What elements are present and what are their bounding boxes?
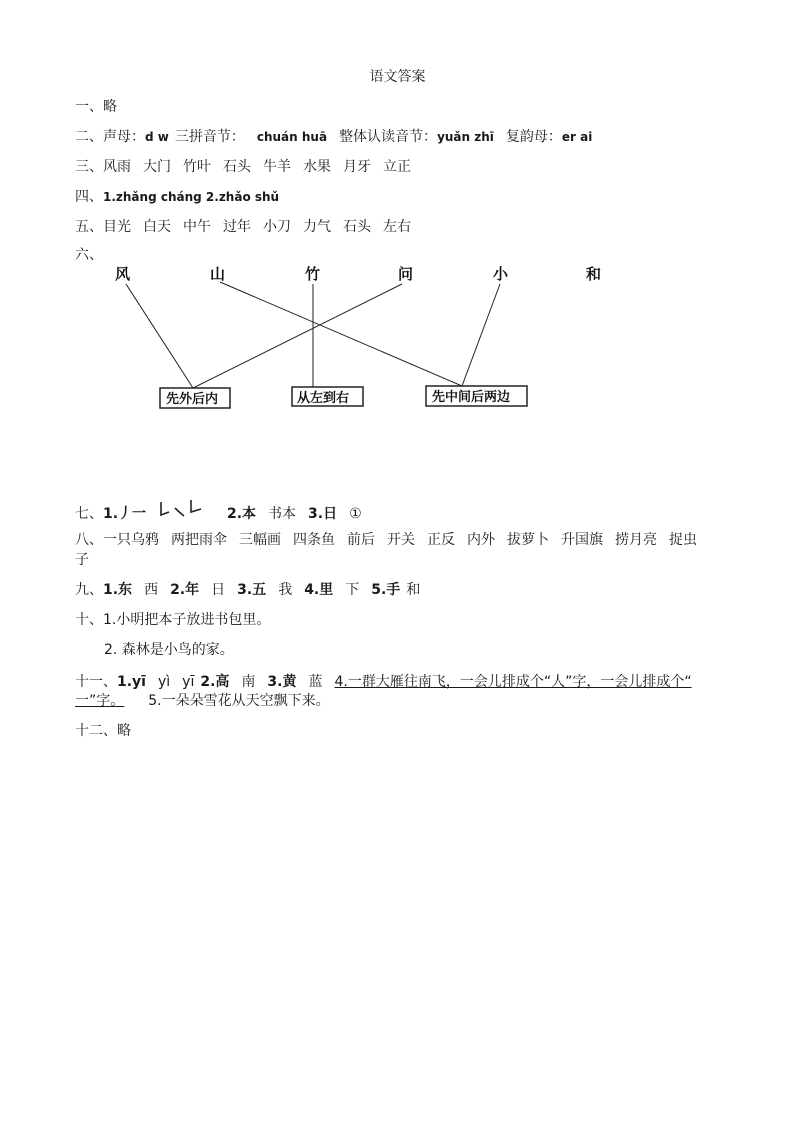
item: 和 (406, 582, 421, 598)
answer-4-cont: 一”字。 (75, 693, 125, 709)
section-11 (75, 672, 692, 692)
word: 四条鱼 (293, 532, 335, 548)
box-label: 先外后内 (166, 392, 219, 407)
page-title: 语文答案 (369, 69, 426, 85)
section-1 (75, 97, 117, 117)
section-8 (75, 530, 697, 550)
stroke-shapes-icon (151, 500, 211, 522)
section-6 (75, 245, 103, 265)
answer-text: 略 (103, 99, 117, 115)
word: 内外 (467, 532, 495, 548)
word: 拔萝卜 (507, 532, 549, 548)
item: 1.东 (103, 582, 133, 598)
word: 大门 (143, 159, 171, 175)
answer-2: 2.高 (200, 674, 230, 690)
word: 升国旗 (561, 532, 603, 548)
word: 水果 (303, 159, 331, 175)
item: 5.手 (371, 582, 401, 598)
word: 左右 (383, 219, 411, 235)
whole-answer: yuǎn zhī (437, 130, 494, 144)
matching-diagram (100, 262, 602, 412)
word: 正反 (427, 532, 455, 548)
section-12 (75, 721, 131, 741)
whole-label: 整体认读音节： (339, 129, 438, 145)
match-line (193, 284, 402, 388)
section-number: 十一、 (75, 674, 117, 690)
word: 风雨 (103, 159, 131, 175)
char-shan: 山 (210, 265, 226, 283)
word: 两把雨伞 (171, 532, 227, 548)
pinyin-answer: 1.zhǎng cháng 2.zhǎo shǔ (103, 190, 280, 204)
section-3 (75, 157, 411, 177)
section-number: 三、 (75, 159, 103, 175)
section-number: 八、 (75, 532, 103, 548)
section-11-line2 (75, 691, 330, 711)
item: 下 (345, 582, 360, 598)
answer-1: 1.丿一 (103, 506, 147, 522)
triple-answer: chuán huā (256, 130, 328, 144)
word: 立正 (383, 159, 411, 175)
section-7 (75, 500, 362, 524)
finals-label: 复韵母： (505, 129, 562, 145)
answer-3: 3.黄 (267, 674, 297, 690)
sentence-2: 2. 森林是小鸟的家。 (104, 642, 234, 658)
char-xiao: 小 (493, 265, 509, 283)
word: 石头 (343, 219, 371, 235)
pinyin-2: yì (157, 674, 171, 690)
answer-4: 4.一群大雁往南飞，一会儿排成个“人”字，一会儿排成个“ (334, 674, 692, 690)
pinyin-3: yī (182, 674, 195, 690)
word: 过年 (223, 219, 251, 235)
item: 4.里 (304, 582, 334, 598)
sentence-1: 1.小明把本子放进书包里。 (103, 612, 271, 628)
section-8-wrap (75, 550, 89, 570)
initials-answer: d w (145, 130, 169, 144)
section-number: 九、 (75, 582, 103, 598)
word: 白天 (143, 219, 171, 235)
answer-3b: 蓝 (308, 674, 323, 690)
word: 小刀 (263, 219, 291, 235)
section-4 (75, 187, 279, 207)
section-10-line2 (104, 640, 234, 660)
box-left-right (292, 387, 363, 406)
word: 力气 (303, 219, 331, 235)
answer-3: 3.日 (308, 506, 338, 522)
match-line (220, 282, 462, 386)
word: 中午 (183, 219, 211, 235)
char-he: 和 (586, 265, 602, 283)
answer-2b: 书本 (268, 506, 297, 522)
section-number: 六、 (75, 247, 103, 263)
answer-2b: 南 (241, 674, 256, 690)
word: 石头 (223, 159, 251, 175)
section-number: 一、 (75, 99, 103, 115)
pinyin-1: 1.yī (117, 674, 146, 690)
char-zhu: 竹 (305, 265, 321, 283)
initials-label: 声母： (103, 129, 145, 145)
section-number: 七、 (75, 506, 103, 522)
section-9 (75, 580, 420, 600)
section-5 (75, 217, 411, 237)
char-wen: 问 (398, 265, 414, 283)
word: 三幅画 (239, 532, 281, 548)
section-2 (75, 127, 592, 147)
section-number: 二、 (75, 129, 103, 145)
answer-3b: ① (349, 506, 362, 522)
section-number: 五、 (75, 219, 103, 235)
word: 竹叶 (183, 159, 211, 175)
box-label: 先中间后两边 (432, 390, 511, 405)
word: 牛羊 (263, 159, 291, 175)
section-number: 十二、 (75, 723, 117, 739)
section-number: 十、 (75, 612, 103, 628)
match-line (462, 284, 500, 386)
box-middle-sides (426, 386, 527, 406)
box-outer-inner (160, 388, 230, 408)
word: 月牙 (343, 159, 371, 175)
word: 开关 (387, 532, 415, 548)
word: 捞月亮 (615, 532, 657, 548)
finals-answer: er ai (561, 130, 593, 144)
section-10 (75, 610, 270, 630)
answer-2: 2.本 (226, 506, 257, 522)
triple-label: 三拼音节： (174, 129, 245, 145)
box-label: 从左到右 (297, 391, 350, 406)
word: 一只乌鸦 (103, 532, 159, 548)
word: 目光 (103, 219, 131, 235)
section-number: 四、 (75, 189, 103, 205)
item: 2.年 (170, 582, 200, 598)
item: 西 (144, 582, 159, 598)
item: 日 (211, 582, 226, 598)
item: 我 (278, 582, 293, 598)
word: 前后 (347, 532, 375, 548)
word: 捉虫 (669, 532, 697, 548)
answer-5: 5.一朵朵雪花从天空飘下来。 (148, 693, 330, 709)
char-feng: 风 (115, 265, 131, 283)
match-line (126, 284, 193, 388)
item: 3.五 (237, 582, 267, 598)
answer-text: 略 (117, 723, 131, 739)
word-wrap: 子 (75, 552, 89, 568)
